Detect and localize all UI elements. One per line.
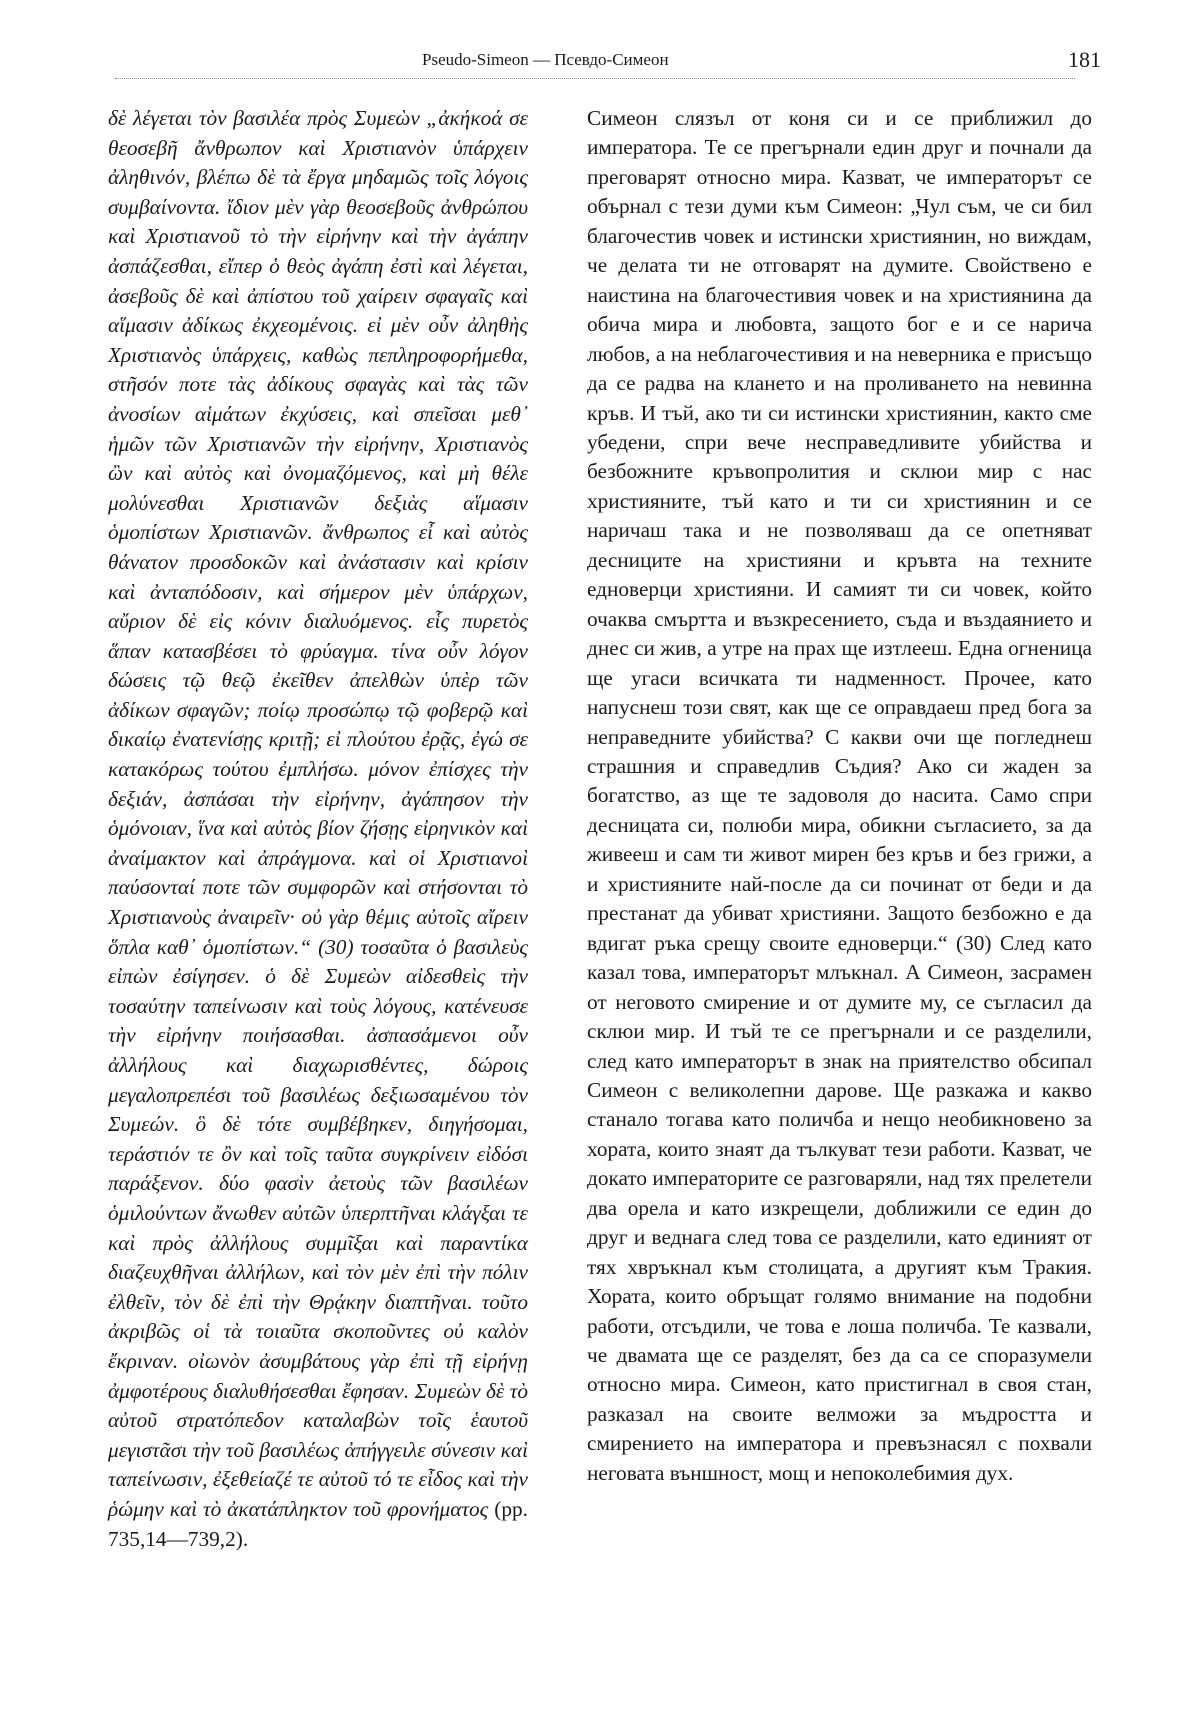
greek-text: δὲ λέγεται τὸν βασιλέα πρὸς Συμεὼν „ἀκήκοά σε θεοσεβῆ ἄνθρωπον καὶ Χριστιανὸν ὑπάρχειν ἀληθινόν, βλέπω δὲ τὰ ἔργα μηδαμῶς τοῖς λόγοις συμβαίνοντα. ἴδιον μὲν γὰρ θεοσεβοῦς ἀνθρώπου καὶ Χριστιανοῦ τὸ τὴν εἰρήνην καὶ τὴν ἀγάπην ἀσπάζεσθαι, εἴπερ ὁ θεὸς ἀγάπη ἐστὶ καὶ λέγεται, ἀσεβοῦς δὲ καὶ ἀπίστου τοῦ χαίρειν σφαγαῖς καὶ αἵμασιν ἀδίκως ἐκχεομένοις. εἰ μὲν οὖν ἀληθὴς Χριστιανὸς ὑπάρχεις, καθὼς πεπληροφορήμεθα, στῆσόν ποτε τὰς ἀδίκους σφαγὰς καὶ τὰς τῶν ἀνοσίων αἱμάτων ἐκχύσεις, καὶ σπεῖσαι μεθ᾽ ἡμῶν τῶν Χριστιανῶν τὴν εἰρήνην, Χριστιανὸς ὢν καὶ αὐτὸς καὶ ὀνομαζόμενος, καὶ μὴ θέλε μολύνεσθαι Χριστιανῶν δεξιὰς αἵμασιν ὁμοπίστων Χριστιανῶν. ἄνθρωπος εἶ καὶ αὐτὸς θάνατον προσδοκῶν καὶ ἀνάστασιν καὶ κρίσιν καὶ ἀνταπόδοσιν, καὶ σήμερον μὲν ὑπάρχων, αὔριον δὲ εἰς κόνιν διαλυόμενος. εἷς πυρετὸς ἅπαν κατασβέσει τὸ φρύαγμα. τίνα οὖν λόγον δώσεις τῷ θεῷ ἐκεῖθεν ἀπελθὼν ὑπὲρ τῶν ἀδίκων σφαγῶν; ποίῳ προσώπῳ τῷ φοβερῷ καὶ δικαίῳ ἐνατενίσῃς κριτῇ; εἰ πλούτου ἐρᾷς, ἐγώ σε κατακόρως τούτου ἐμπλήσω. μόνον ἐπίσχες τὴν δεξιάν, ἀσπάσαι τὴν εἰρήνην, ἀγάπησον τὴν ὁμόνοιαν, ἵνα καὶ αὐτὸς βίον ζήσῃς εἰρηνικὸν καὶ ἀναίμακτον καὶ ἀπράγμονα. καὶ οἱ Χριστιανοὶ παύσονταί ποτε τῶν συμφορῶν καὶ στήσονται τὸ Χριστιανοὺς ἀναιρεῖν· οὐ γὰρ θέμις αὐτοῖς αἴρειν ὅπλα καθ᾽ ὁμοπίστων.“ (30) τοσαῦτα ὁ βασιλεὺς εἰπὼν ἐσίγησεν. ὁ δὲ Συμεὼν αἰδεσθεὶς τὴν τοσαύτην ταπείνωσιν καὶ τοὺς λόγους, κατένευσε τὴν εἰρήνην ποιήσασθαι. ἀσπασάμενοι οὖν ἀλλήλους καὶ διαχωρισθέντες, δώροις μεγαλοπρεπέσι τοῦ βασιλέως δεξιωσαμένου τὸν Συμεών. ὃ δὲ τότε συμβέβηκεν, διηγήσομαι, τεράστιόν τε ὂν καὶ τοῖς ταῦτα συγκρίνειν εἰδόσι παράξενον. δύο φασὶν ἀετοὺς τῶν βασιλέων ὁμιλούντων ἄνωθεν αὐτῶν ὑπερπτῆναι κλάγξαι τε καὶ πρὸς ἀλλήλους συμμῖξαι καὶ παραντίκα διαζευχθῆναι ἀλλήλων, καὶ τὸν μὲν ἐπὶ τὴν πόλιν ἐλθεῖν, τὸν δὲ ἐπὶ τὴν Θρᾴκην διαπτῆναι. τοῦτο ἀκριβῶς οἱ τὰ τοιαῦτα σκοποῦντες οὐ καλὸν ἔκριναν. οἰωνὸν ἀσυμβάτους γὰρ ἐπὶ τῇ εἰρήνῃ ἀμφοτέρους διαλυθήσεσθαι ἔφησαν. Συμεὼν δὲ τὸ αὐτοῦ στρατόπεδον καταλαβὼν τοῖς ἑαυτοῦ μεγιστᾶσι τὴν τοῦ βασιλέως ἀπήγγειλε σύνεσιν καὶ ταπείνωσιν, ἐξεθείαζέ τε αὐτοῦ τό τε εἶδος καὶ τὴν ῥώμην καὶ τὸ ἀκατάπληκτον τοῦ φρονήματος <box>108 106 528 1521</box>
source-citation: (pp. 735,14—739,2). <box>108 1496 528 1551</box>
greek-text-column <box>108 104 528 1554</box>
bulgarian-translation-column <box>587 104 1092 1488</box>
running-title: Pseudo-Simeon — Псевдо-Симеон <box>422 50 669 69</box>
header-rule <box>115 78 1075 79</box>
page-number: 181 <box>1068 47 1101 72</box>
running-header <box>0 47 1200 80</box>
bulgarian-text: Симеон слязъл от коня си и се приближил до императора. Те се прегърнали един друг и почнали да преговарят относно мира. Казват, че императорът се обърнал с тези думи към Симеон: „Чул съм, че си бил благочестив човек и истински християнин, но виждам, че делата ти не отговарят на думите. Свойствено е наистина на благочестивия човек и на християнина да обича мира и любовта, защото бог е и се нарича любов, а на неблагочестивия и на неверника е присъщо да се радва на клането и на проливането на невинна кръв. И тъй, ако ти си истински християнин, както сме убедени, спри вече несправедливите убийства и безбожните кръвопролития и склюи мир с нас християните, тъй като и ти си християнин и се наричаш така и не позволяваш да се опетняват десниците на християни и кръвта на техните едноверци християни. И самият ти си човек, който очаква смъртта и възкресението, съда и въздаянието и днес си жив, а утре на прах ще изтлееш. Една огненица ще угаси всичката ти надменност. Прочее, като напуснеш този свят, как ще се оправдаеш пред бога за неправедните убийства? С какви очи ще погледнеш страшния и справедлив Съдия? Ако си жаден за богатство, аз ще те задоволя до насита. Само спри десницата си, полюби мира, обикни съгласието, за да живееш и сам ти живот мирен без кръв и без грижи, а и християните най-после да си починат от беди и да престанат да убиват християни. Защото безбожно е да вдигат ръка срещу своите едноверци.“ (30) След като казал това, императорът млъкнал. А Симеон, засрамен от неговото смирение и от думите му, се съгласил да склюи мир. И тъй те се прегърнали и се разделили, след като императорът в знак на приятелство обсипал Симеон с великолепни дарове. Ще разкажа и какво станало тогава като поличба и нещо необикновено за хората, които знаят да тълкуват тези работи. Казват, че докато императорите се разговаряли, над тях прелетели два орела и като изкрещели, доближили се един до друг и веднага след това се разделили, като единият от тях хвръкнал към столицата, а другият към Тракия. Хората, които обръщат голямо внимание на подобни работи, отсъдили, че това е лоша поличба. Те казвали, че двамата ще се разделят, без да са се споразумели относно мира. Симеон, като пристигнал в своя стан, разказал на своите велможи за мъдростта и смирението на императора и превъзнасял с похвали неговата външност, мощ и непоколебимия дух. <box>587 106 1092 1485</box>
